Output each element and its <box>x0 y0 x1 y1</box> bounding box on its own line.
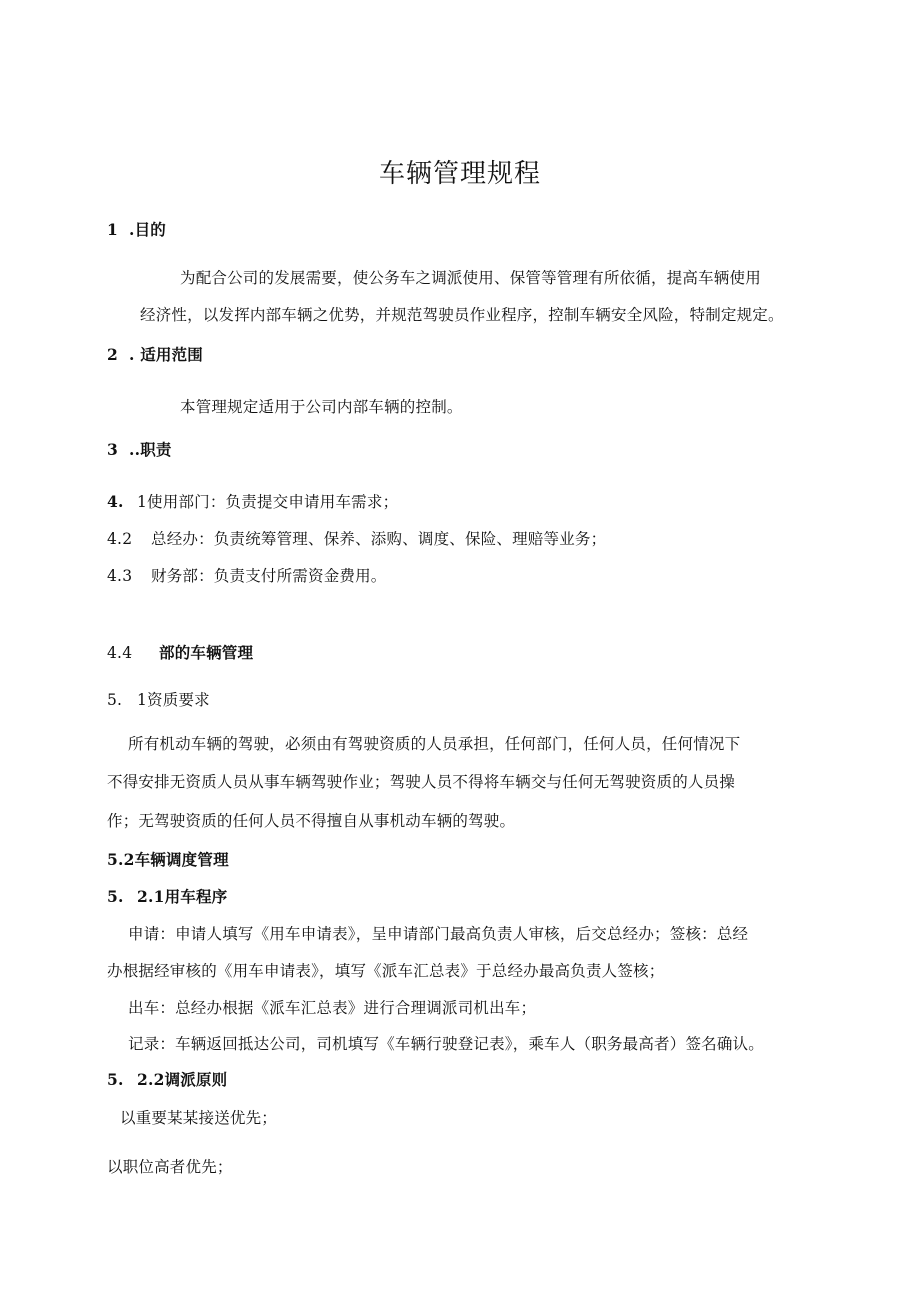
section-heading-qualification <box>107 690 210 710</box>
section-number: 5. <box>107 887 124 906</box>
paragraph-line: 以职位高者优先； <box>107 1158 233 1176</box>
section-label: 部的车辆管理 <box>159 643 254 662</box>
paragraph-line: 申请：申请人填写《用车申请表》，呈申请部门最高负责人审核，后交总经办；签核：总经 <box>128 925 749 943</box>
item-text: 总经办：负责统筹管理、保养、添购、调度、保险、理赔等业务； <box>151 530 607 548</box>
paragraph-line: 以重要某某接送优先； <box>120 1109 278 1127</box>
item-text: 1使用部门：负责提交申请用车需求； <box>137 493 399 511</box>
paragraph-line: 作；无驾驶资质的任何人员不得擅自从事机动车辆的驾驶。 <box>107 812 516 830</box>
section-number: 2 <box>107 345 118 364</box>
item-text: 财务部：负责支付所需资金费用。 <box>151 567 387 585</box>
item-number: 4.2 <box>107 530 133 548</box>
paragraph-line: 出车：总经办根据《派车汇总表》进行合理调派司机出车； <box>128 999 537 1017</box>
section-number: 5. <box>107 1070 124 1089</box>
section-number: 3 <box>107 440 118 459</box>
paragraph-line: 办根据经审核的《用车申请表》，填写《派车汇总表》于总经办最高负责人签核； <box>107 962 665 980</box>
section-label: ..职责 <box>129 440 172 459</box>
page-title: 车辆管理规程 <box>378 159 541 189</box>
section-heading-vehicle-management <box>107 643 253 663</box>
section-heading-dispatch-principles <box>107 1070 227 1090</box>
section-label: .目的 <box>129 220 166 239</box>
section-number: 1 <box>107 220 118 239</box>
paragraph-line: 记录：车辆返回抵达公司，司机填写《车辆行驶登记表》，乘车人（职务最高者）签名确认。 <box>128 1035 764 1053</box>
item-number: 4. <box>107 492 124 511</box>
paragraph-line: 本管理规定适用于公司内部车辆的控制。 <box>180 398 463 416</box>
list-item <box>107 492 398 512</box>
section-label: 1资质要求 <box>137 691 210 709</box>
list-item <box>107 529 606 549</box>
paragraph-line: 不得安排无资质人员从事车辆驾驶作业；驾驶人员不得将车辆交与任何无驾驶资质的人员操 <box>107 773 736 791</box>
section-label: 2.2调派原则 <box>137 1070 228 1089</box>
paragraph-line: 为配合公司的发展需要，使公务车之调派使用、保管等管理有所依循，提高车辆使用 <box>180 269 761 287</box>
section-heading-responsibilities <box>107 440 172 460</box>
section-heading-scope <box>107 345 203 365</box>
section-label: 2.1用车程序 <box>137 887 228 906</box>
section-heading-purpose <box>107 220 166 240</box>
section-number: 4.4 <box>107 644 133 662</box>
paragraph-line: 经济性，以发挥内部车辆之优势，并规范驾驶员作业程序，控制车辆安全风险，特制定规定。 <box>140 306 784 324</box>
section-heading-dispatch: 5.2车辆调度管理 <box>107 850 229 869</box>
section-number: 5. <box>107 691 123 709</box>
section-heading-usage-procedure <box>107 887 227 907</box>
paragraph-line: 所有机动车辆的驾驶，必须由有驾驶资质的人员承担，任何部门，任何人员，任何情况下 <box>128 735 741 753</box>
section-label: . 适用范围 <box>129 345 203 364</box>
list-item <box>107 566 387 586</box>
item-number: 4.3 <box>107 567 133 585</box>
